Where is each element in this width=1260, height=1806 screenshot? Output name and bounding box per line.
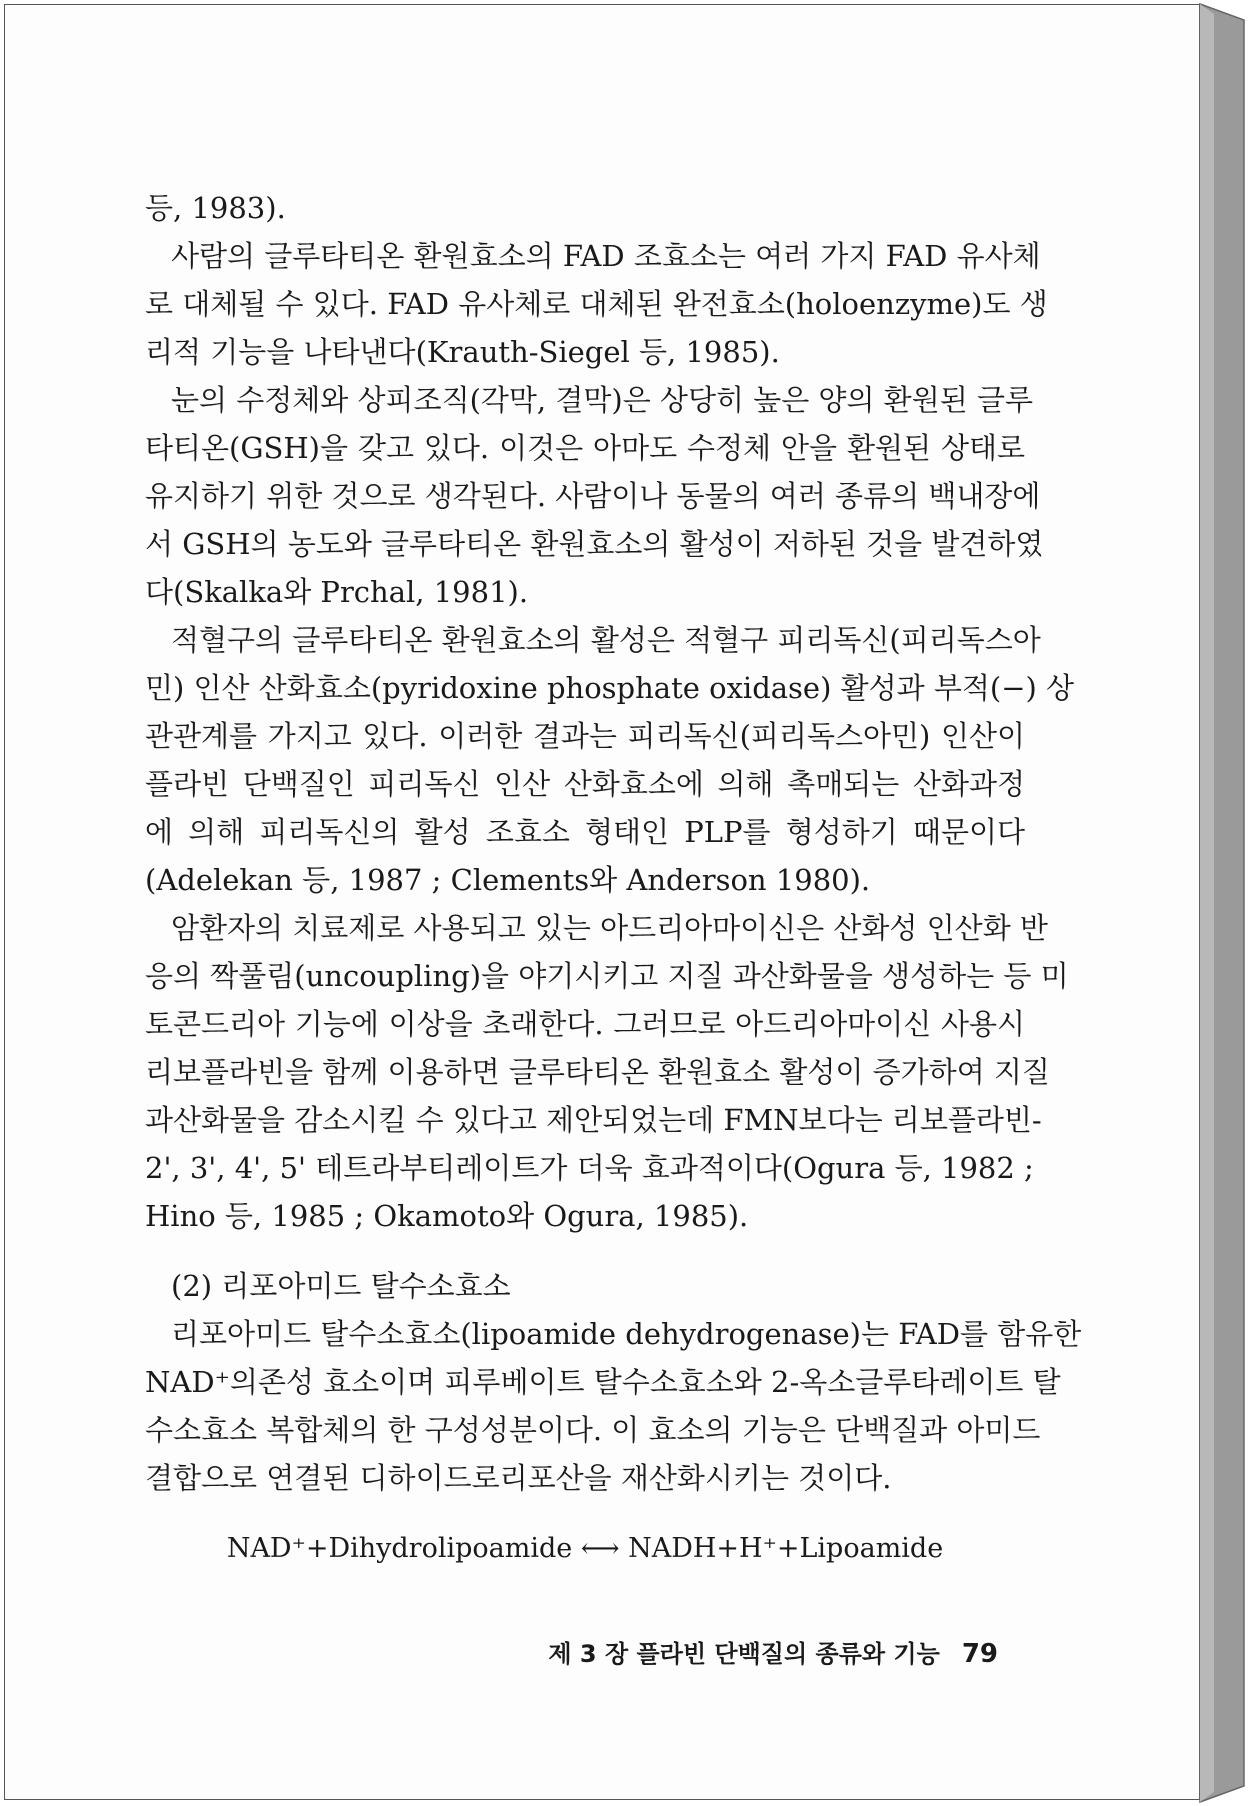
text-line: 리보플라빈을 함께 이용하면 글루타티온 환원효소 활성이 증가하여 지질 — [145, 1055, 1050, 1089]
body-text — [145, 184, 1082, 1502]
chapter-title: 제 3 장 플라빈 단백질의 종류와 기능 — [548, 1640, 940, 1668]
text-line: 수소효소 복합체의 한 구성성분이다. 이 효소의 기능은 단백질과 아미드 — [145, 1413, 1041, 1447]
text-line: 등, 1983). — [145, 191, 286, 225]
equation: NAD⁺+Dihydrolipoamide ⟷ NADH+H⁺+Lipoamide — [226, 1533, 944, 1564]
text-line: 플라빈 단백질인 피리독신 인산 산화효소에 의해 촉매되는 산화과정 — [145, 767, 1025, 801]
text-line: 사람의 글루타티온 환원효소의 FAD 조효소는 여러 가지 FAD 유사체 — [171, 239, 1041, 273]
section-heading: (2) 리포아미드 탈수소효소 — [171, 1269, 511, 1303]
text-line: 서 GSH의 농도와 글루타티온 환원효소의 활성이 저하된 것을 발견하였 — [145, 527, 1044, 561]
text-line: NAD⁺의존성 효소이며 피루베이트 탈수소효소와 2-옥소글루타레이트 탈 — [145, 1365, 1061, 1399]
text-line: 2', 3', 4', 5' 테트라부티레이트가 더욱 효과적이다(Ogura 등, 1982 ; — [145, 1151, 1034, 1185]
text-line: (Adelekan 등, 1987 ; Clements와 Anderson 1980). — [145, 863, 871, 897]
text-line: 에 의해 피리독신의 활성 조효소 형태인 PLP를 형성하기 때문이다 — [145, 815, 1025, 849]
text-line: 다(Skalka와 Prchal, 1981). — [145, 575, 529, 609]
text-line: 결합으로 연결된 디하이드로리포산을 재산화시키는 것이다. — [145, 1461, 892, 1495]
text-line: 토콘드리아 기능에 이상을 초래한다. 그러므로 아드리아마이신 사용시 — [145, 1007, 1025, 1041]
text-line: 로 대체될 수 있다. FAD 유사체로 대체된 완전효소(holoenzyme)도 생 — [145, 287, 1048, 321]
text-line: 과산화물을 감소시킬 수 있다고 제안되었는데 FMN보다는 리보플라빈- — [145, 1103, 1042, 1137]
text-line: 관관계를 가지고 있다. 이러한 결과는 피리독신(피리독스아민) 인산이 — [145, 719, 1025, 753]
text-line: 리포아미드 탈수소효소(lipoamide dehydrogenase)는 FAD를 함유한 — [171, 1317, 1082, 1351]
page-number: 79 — [961, 1639, 998, 1669]
text-line: 눈의 수정체와 상피조직(각막, 결막)은 상당히 높은 양의 환원된 글루 — [171, 383, 1033, 417]
text-line: Hino 등, 1985 ; Okamoto와 Ogura, 1985). — [145, 1199, 749, 1233]
text-line: 암환자의 치료제로 사용되고 있는 아드리아마이신은 산화성 인산화 반 — [171, 911, 1048, 945]
page-footer — [548, 1634, 998, 1669]
text-line: 적혈구의 글루타티온 환원효소의 활성은 적혈구 피리독신(피리독스아 — [171, 623, 1041, 657]
text-line: 타티온(GSH)을 갖고 있다. 이것은 아마도 수정체 안을 환원된 상태로 — [145, 431, 1025, 465]
text-line: 응의 짝풀림(uncoupling)을 야기시키고 지질 과산화물을 생성하는 등 미 — [145, 959, 1069, 993]
text-line: 리적 기능을 나타낸다(Krauth-Siegel 등, 1985). — [145, 335, 780, 369]
text-line: 민) 인산 산화효소(pyridoxine phosphate oxidase) 활성과 부적(−) 상 — [145, 671, 1075, 705]
text-line: 유지하기 위한 것으로 생각된다. 사람이나 동물의 여러 종류의 백내장에 — [145, 479, 1041, 513]
